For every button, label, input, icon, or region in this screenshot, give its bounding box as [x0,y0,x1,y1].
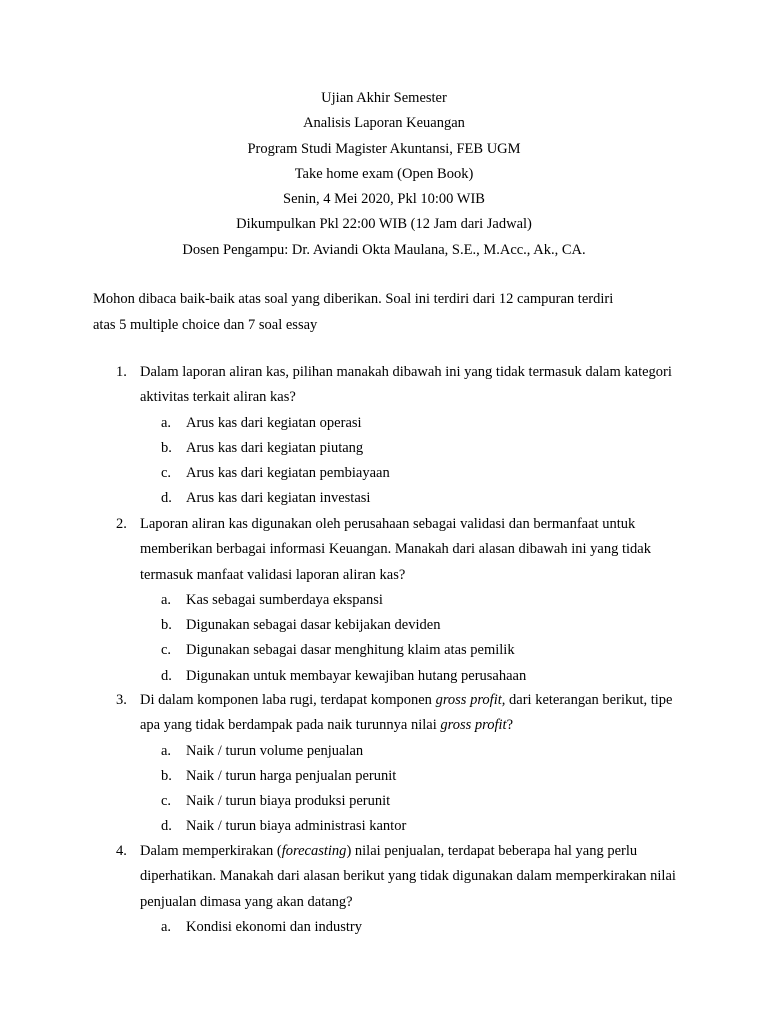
emphasis-term: gross profit [440,717,507,734]
option-letter: b. [161,439,172,456]
option-item [161,664,686,689]
option-text: Digunakan untuk membayar kewajiban hutang perusahaan [186,667,527,684]
option-letter: c. [161,793,172,810]
option-text: Digunakan sebagai dasar menghitung klaim atas pemilik [186,642,515,659]
option-text: Digunakan sebagai dasar kebijakan deviden [186,617,441,634]
option-letter: b. [161,767,172,784]
question-text-part: dari keterangan berikut, tipe apa yang tidak berdampak pada naik turunnya nilai [140,692,673,734]
option-item [161,588,686,613]
question-text [140,688,686,739]
submission-deadline: Dikumpulkan Pkl 22:00 WIB (12 Jam dari Jadwal) [236,216,532,233]
option-item [161,915,686,940]
option-item [161,436,686,461]
question-text-part: ? [506,717,514,734]
option-text: Arus kas dari kegiatan operasi [186,414,362,431]
option-text: Naik / turun harga penjualan perunit [186,767,397,784]
instructions-line: atas 5 multiple choice dan 7 soal essay [93,316,318,333]
option-letter: c. [161,642,172,659]
option-list [161,588,686,689]
option-letter: a. [161,918,172,935]
option-item [161,814,686,839]
option-text: Arus kas dari kegiatan investasi [186,490,371,507]
option-item [161,789,686,814]
option-item [161,739,686,764]
emphasis-term: gross profit, [435,692,506,708]
exam-header [0,86,768,263]
option-letter: a. [161,414,172,431]
option-text: Naik / turun biaya produksi perunit [186,793,391,810]
question-number: 2. [116,516,127,532]
question-text-part: ) nilai penjualan, terdapat beberapa hal yang perlu diperhatikan. Manakah dari alasan berikut yang tidak digunakan dalam memperkirakan nilai penjualan dimasa yang akan datang? [140,843,676,910]
question-text [140,839,686,915]
option-text: Naik / turun volume penjualan [186,742,364,759]
option-list [161,739,686,840]
exam-type: Take home exam (Open Book) [294,165,474,182]
question-number: 4. [116,843,127,859]
emphasis-term: forecasting [281,843,347,859]
option-text: Kondisi ekonomi dan industry [186,918,363,935]
option-letter: d. [161,490,172,507]
option-item [161,411,686,436]
option-text: Arus kas dari kegiatan piutang [186,439,364,456]
question-text-part: Dalam memperkirakan ( [140,843,282,859]
lecturer-name: Dosen Pengampu: Dr. Aviandi Okta Maulana, S.E., M.Acc., Ak., CA. [182,241,586,258]
option-letter: b. [161,617,172,634]
option-item [161,613,686,638]
question-text: Dalam laporan aliran kas, pilihan manakah dibawah ini yang tidak termasuk dalam kategori aktivitas terkait aliran kas? [140,364,672,406]
question-4 [116,839,686,940]
option-item [161,764,686,789]
option-letter: d. [161,818,172,835]
question-2 [116,512,686,689]
instructions-line: Mohon dibaca baik-baik atas soal yang diberikan. Soal ini terdiri dari 12 campuran terdiri [93,291,614,307]
option-letter: a. [161,742,172,759]
question-number: 3. [116,692,127,708]
question-text-part: Di dalam komponen laba rugi, terdapat komponen [140,692,436,708]
question-number: 1. [116,364,127,380]
option-list [161,915,686,940]
exam-title: Ujian Akhir Semester [321,90,447,106]
option-letter: a. [161,591,172,608]
option-item [161,461,686,486]
option-item [161,638,686,663]
instructions [93,287,693,338]
course-name: Analisis Laporan Keuangan [303,115,465,132]
option-item [161,486,686,511]
option-letter: d. [161,667,172,684]
option-list [161,411,686,512]
option-text: Kas sebagai sumberdaya ekspansi [186,591,383,608]
option-text: Arus kas dari kegiatan pembiayaan [186,465,390,482]
question-1 [116,360,686,512]
option-text: Naik / turun biaya administrasi kantor [186,818,407,835]
option-letter: c. [161,465,172,482]
exam-date: Senin, 4 Mei 2020, Pkl 10:00 WIB [283,191,485,208]
question-text: Laporan aliran kas digunakan oleh perusahaan sebagai validasi dan bermanfaat untuk memberikan berbagai informasi Keuangan. Manakah dari alasan dibawah ini yang tidak termasuk manfaat validasi laporan aliran kas? [140,516,651,583]
question-3 [116,688,686,840]
program-name: Program Studi Magister Akuntansi, FEB UGM [247,140,521,157]
